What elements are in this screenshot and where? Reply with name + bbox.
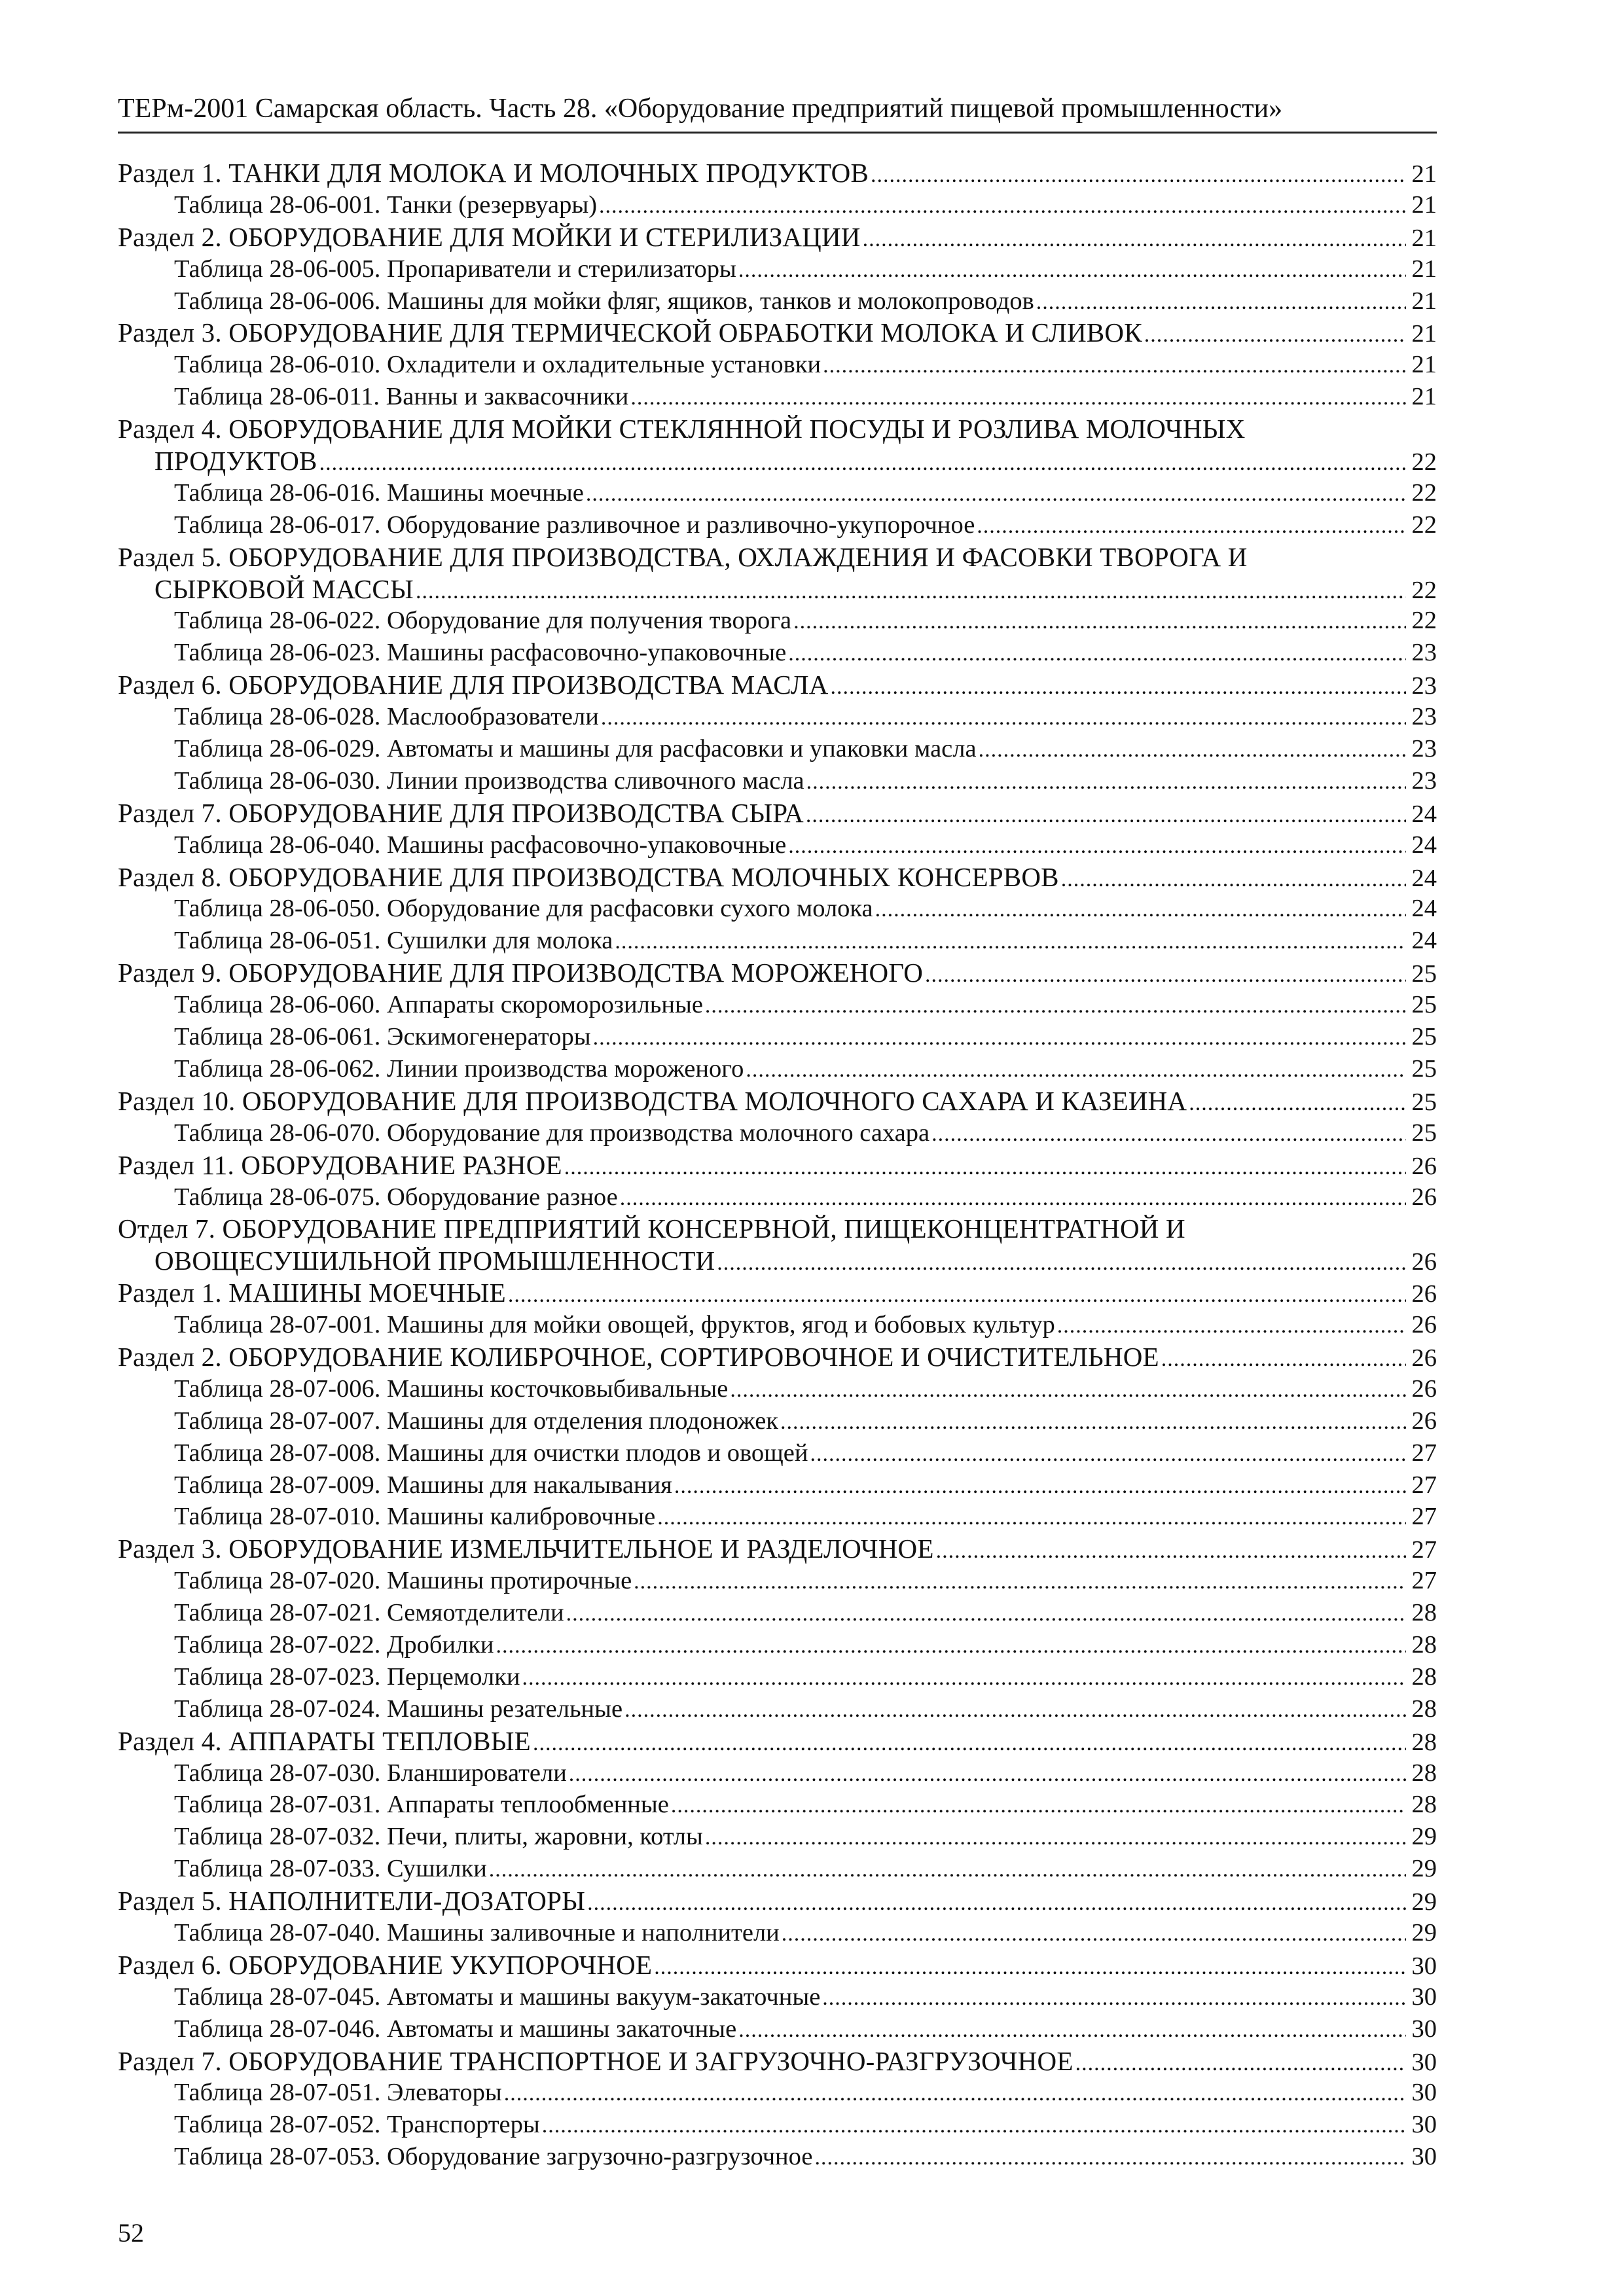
toc-entry-page: 29	[1411, 1855, 1437, 1883]
dot-leader	[822, 1982, 1406, 2015]
toc-entry-title: СЫРКОВОЙ МАССЫ	[154, 573, 414, 604]
toc-entry-table[interactable]	[118, 2013, 1437, 2045]
toc-entry-page: 25	[1411, 1088, 1437, 1116]
toc-entry-page: 28	[1411, 1662, 1437, 1691]
toc-entry-table[interactable]	[118, 1981, 1437, 2013]
toc-entry-title: Раздел 7. ОБОРУДОВАНИЕ ДЛЯ ПРОИЗВОДСТВА СЫРА	[118, 797, 804, 828]
dot-leader	[730, 1374, 1406, 1407]
toc-entry-page: 23	[1411, 703, 1437, 731]
toc-entry-section[interactable]	[118, 317, 1437, 349]
toc-entry-section[interactable]	[118, 861, 1437, 893]
dot-leader	[508, 1280, 1406, 1312]
dot-leader	[319, 448, 1406, 480]
toc-entry-title: Таблица 28-06-051. Сушилки для молока	[174, 927, 613, 955]
dot-leader	[601, 702, 1406, 734]
toc-entry-section[interactable]	[118, 573, 1437, 605]
dot-leader	[657, 1502, 1406, 1534]
toc-entry-page: 24	[1411, 831, 1437, 859]
toc-entry-section[interactable]	[118, 1149, 1437, 1181]
toc-entry-section[interactable]	[118, 445, 1437, 477]
dot-leader	[831, 672, 1406, 704]
toc-entry-title: Раздел 8. ОБОРУДОВАНИЕ ДЛЯ ПРОИЗВОДСТВА МОЛОЧНЫХ КОНСЕРВОВ	[118, 861, 1059, 892]
dot-leader	[1061, 864, 1406, 896]
toc-entry-title: Таблица 28-06-005. Пропариватели и стерилизаторы	[174, 255, 736, 283]
toc-entry-title: Таблица 28-07-051. Элеваторы	[174, 2079, 502, 2107]
toc-entry-section[interactable]	[118, 1885, 1437, 1917]
toc-entry-table[interactable]	[118, 1597, 1437, 1629]
dot-leader	[810, 1439, 1407, 1471]
toc-entry-table[interactable]	[118, 1917, 1437, 1949]
running-header: ТЕРм-2001 Самарская область. Часть 28. «Оборудование предприятий пищевой промышленности»	[118, 94, 1283, 124]
dot-leader	[925, 960, 1406, 992]
dot-leader	[504, 2078, 1406, 2110]
toc-entry-page: 25	[1411, 991, 1437, 1019]
dot-leader	[1036, 287, 1406, 319]
toc-entry-title: Раздел 1. ТАНКИ ДЛЯ МОЛОКА И МОЛОЧНЫХ ПРОДУКТОВ	[118, 158, 869, 188]
toc-entry-page: 26	[1411, 1311, 1437, 1339]
dot-leader	[496, 1630, 1406, 1662]
toc-entry-title: Раздел 3. ОБОРУДОВАНИЕ ИЗМЕЛЬЧИТЕЛЬНОЕ И РАЗДЕЛОЧНОЕ	[118, 1534, 934, 1564]
page-number: 52	[118, 2218, 144, 2248]
toc-entry-table[interactable]	[118, 1853, 1437, 1885]
toc-entry-title: Таблица 28-07-032. Печи, плиты, жаровни, котлы	[174, 1823, 703, 1851]
toc-entry-title: Таблица 28-06-040. Машины расфасовочно-упаковочные	[174, 831, 787, 859]
toc-entry-page: 27	[1411, 1471, 1437, 1499]
toc-entry-table[interactable]	[118, 1661, 1437, 1693]
dot-leader	[814, 2142, 1406, 2174]
toc-entry-title: Таблица 28-07-022. Дробилки	[174, 1630, 494, 1659]
toc-entry-page: 23	[1411, 766, 1437, 795]
toc-entry-page: 29	[1411, 1888, 1437, 1916]
toc-entry-title: Таблица 28-06-001. Танки (резервуары)	[174, 190, 598, 219]
dot-leader	[788, 638, 1406, 670]
toc-entry-table[interactable]	[118, 925, 1437, 957]
toc-entry-table[interactable]	[118, 1693, 1437, 1725]
toc-entry-table[interactable]	[118, 829, 1437, 861]
dot-leader	[931, 1119, 1406, 1151]
toc-entry-page: 22	[1411, 478, 1437, 507]
toc-entry-page: 22	[1411, 448, 1437, 476]
toc-entry-page: 24	[1411, 927, 1437, 955]
dot-leader	[654, 1952, 1406, 1984]
toc-entry-table[interactable]	[118, 637, 1437, 669]
toc-entry-section[interactable]	[118, 1277, 1437, 1309]
toc-entry-title: Таблица 28-06-062. Линии производства мороженого	[174, 1054, 744, 1083]
toc-entry-title: Таблица 28-07-053. Оборудование загрузочно-разгрузочное	[174, 2143, 813, 2171]
toc-entry-page: 26	[1411, 1183, 1437, 1211]
dot-leader	[1161, 1344, 1406, 1376]
toc-entry-title: Отдел 7. ОБОРУДОВАНИЕ ПРЕДПРИЯТИЙ КОНСЕРВНОЙ, ПИЩЕКОНЦЕНТРАТНОЙ И	[118, 1213, 1185, 1244]
dot-leader	[1189, 1088, 1406, 1120]
toc-entry-page: 29	[1411, 1918, 1437, 1946]
toc-entry-table[interactable]	[118, 189, 1437, 221]
toc-entry-page: 22	[1411, 607, 1437, 635]
toc-entry-table[interactable]	[118, 349, 1437, 381]
toc-entry-page: 23	[1411, 639, 1437, 667]
toc-entry-title: Таблица 28-06-075. Оборудование разное	[174, 1183, 618, 1211]
toc-entry-title: Раздел 5. ОБОРУДОВАНИЕ ДЛЯ ПРОИЗВОДСТВА, ОХЛАЖДЕНИЯ И ФАСОВКИ ТВОРОГА И	[118, 541, 1248, 572]
dot-leader	[599, 190, 1406, 223]
toc-entry-section[interactable]	[118, 1949, 1437, 1981]
toc-entry-title: Раздел 6. ОБОРУДОВАНИЕ УКУПОРОЧНОЕ	[118, 1949, 653, 1980]
toc-entry-title: Раздел 4. АППАРАТЫ ТЕПЛОВЫЕ	[118, 1725, 531, 1756]
toc-entry-title: Таблица 28-06-070. Оборудование для производства молочного сахара	[174, 1119, 930, 1147]
toc-entry-title: Таблица 28-07-024. Машины резательные	[174, 1695, 623, 1723]
toc-entry-title: Раздел 2. ОБОРУДОВАНИЕ ДЛЯ МОЙКИ И СТЕРИЛИЗАЦИИ	[118, 221, 861, 252]
toc-entry-title: Таблица 28-06-011. Ванны и заквасочники	[174, 383, 629, 411]
toc-entry-page: 23	[1411, 735, 1437, 763]
dot-leader	[1144, 319, 1406, 351]
toc-entry-table[interactable]	[118, 1629, 1437, 1661]
dot-leader	[823, 350, 1406, 382]
toc-entry-title: Таблица 28-07-033. Сушилки	[174, 1855, 487, 1883]
toc-entry-page: 25	[1411, 1023, 1437, 1051]
toc-entry-table[interactable]	[118, 1309, 1437, 1341]
toc-entry-section[interactable]	[118, 221, 1437, 253]
toc-entry-title: Таблица 28-07-008. Машины для очистки плодов и овощей	[174, 1439, 808, 1467]
toc-entry-title: Таблица 28-07-006. Машины косточковыбивальные	[174, 1374, 729, 1403]
toc-entry-title: Таблица 28-06-023. Машины расфасовочно-упаковочные	[174, 639, 787, 667]
toc-entry-page: 30	[1411, 2111, 1437, 2139]
toc-entry-table[interactable]	[118, 701, 1437, 733]
toc-entry-title: Таблица 28-06-006. Машины для мойки фляг, ящиков, танков и молокопроводов	[174, 287, 1034, 315]
toc-entry-table[interactable]	[118, 1469, 1437, 1501]
toc-entry-page: 27	[1411, 1536, 1437, 1564]
toc-entry-title: Раздел 6. ОБОРУДОВАНИЕ ДЛЯ ПРОИЗВОДСТВА МАСЛА	[118, 670, 829, 700]
toc-entry-title: Таблица 28-06-017. Оборудование разливочное и разливочно-укупорочное	[174, 511, 975, 539]
toc-entry-title: Таблица 28-07-046. Автоматы и машины закаточные	[174, 2015, 737, 2043]
toc-entry-title: Таблица 28-07-052. Транспортеры	[174, 2111, 540, 2139]
toc-entry-title: Раздел 4. ОБОРУДОВАНИЕ ДЛЯ МОЙКИ СТЕКЛЯННОЙ ПОСУДЫ И РОЗЛИВА МОЛОЧНЫХ	[118, 414, 1246, 444]
toc-entry-table[interactable]	[118, 477, 1437, 509]
toc-entry-page: 28	[1411, 1630, 1437, 1659]
dot-leader	[674, 1471, 1406, 1503]
toc-entry-table[interactable]	[118, 893, 1437, 925]
toc-entry-page: 27	[1411, 1567, 1437, 1595]
dot-leader	[977, 511, 1406, 543]
dot-leader	[624, 1695, 1406, 1727]
toc-entry-page: 21	[1411, 320, 1437, 348]
toc-entry-title: Таблица 28-07-020. Машины протирочные	[174, 1567, 632, 1595]
dot-leader	[738, 2015, 1406, 2047]
toc-entry-section[interactable]	[118, 1245, 1437, 1277]
toc-entry-section[interactable]	[118, 157, 1437, 189]
toc-entry-table[interactable]	[118, 381, 1437, 413]
dot-leader	[566, 1598, 1406, 1630]
toc-entry-title: ПРОДУКТОВ	[154, 446, 317, 476]
table-of-contents	[118, 157, 1437, 2173]
dot-leader	[1057, 1310, 1406, 1342]
toc-entry-title: Таблица 28-06-030. Линии производства сливочного масла	[174, 766, 804, 795]
toc-entry-page: 28	[1411, 1759, 1437, 1787]
toc-entry-page: 21	[1411, 224, 1437, 252]
dot-leader	[569, 1759, 1406, 1791]
dot-leader	[871, 160, 1406, 192]
dot-leader	[542, 2110, 1406, 2142]
toc-entry-title: Таблица 28-07-045. Автоматы и машины вакуум-закаточные	[174, 1982, 821, 2011]
toc-entry-title: Таблица 28-07-009. Машины для накалывания	[174, 1471, 672, 1499]
toc-entry-page: 30	[1411, 1952, 1437, 1980]
dot-leader	[586, 478, 1406, 511]
toc-entry-page: 25	[1411, 960, 1437, 988]
toc-entry-section[interactable]	[118, 957, 1437, 989]
dot-leader	[780, 1407, 1406, 1439]
toc-entry-title: Таблица 28-06-010. Охладители и охладительные установки	[174, 351, 821, 379]
toc-entry-page: 22	[1411, 511, 1437, 539]
toc-entry-table[interactable]	[118, 765, 1437, 797]
dot-leader	[979, 734, 1406, 766]
toc-entry-table[interactable]	[118, 1181, 1437, 1213]
toc-entry-page: 27	[1411, 1439, 1437, 1467]
toc-entry-table[interactable]	[118, 989, 1437, 1021]
toc-entry-title: Таблица 28-06-060. Аппараты скороморозильные	[174, 991, 703, 1019]
toc-entry-title: Раздел 3. ОБОРУДОВАНИЕ ДЛЯ ТЕРМИЧЕСКОЙ ОБРАБОТКИ МОЛОКА И СЛИВОК	[118, 317, 1142, 348]
toc-entry-section[interactable]	[118, 797, 1437, 829]
toc-entry-title: Раздел 11. ОБОРУДОВАНИЕ РАЗНОЕ	[118, 1149, 562, 1180]
dot-leader	[564, 1152, 1406, 1184]
header-rule	[118, 132, 1437, 134]
dot-leader	[806, 766, 1406, 798]
toc-entry-table[interactable]	[118, 1117, 1437, 1149]
dot-leader	[671, 1790, 1406, 1822]
toc-entry-page: 30	[1411, 2015, 1437, 2043]
dot-leader	[705, 1822, 1406, 1854]
dot-leader	[738, 255, 1406, 287]
toc-entry-table[interactable]	[118, 509, 1437, 541]
dot-leader	[717, 1247, 1406, 1280]
toc-entry-page: 23	[1411, 672, 1437, 700]
toc-entry-table[interactable]	[118, 1405, 1437, 1437]
dot-leader	[522, 1662, 1406, 1695]
toc-entry-page: 30	[1411, 2048, 1437, 2076]
toc-entry-table[interactable]	[118, 1821, 1437, 1853]
dot-leader	[806, 800, 1406, 832]
toc-entry-page: 26	[1411, 1407, 1437, 1435]
toc-entry-page: 24	[1411, 800, 1437, 828]
toc-entry-page: 24	[1411, 864, 1437, 892]
toc-entry-title: Таблица 28-07-001. Машины для мойки овощей, фруктов, ягод и бобовых культур	[174, 1311, 1055, 1339]
toc-entry-title: Таблица 28-06-061. Эскимогенераторы	[174, 1023, 591, 1051]
toc-entry-page: 28	[1411, 1695, 1437, 1723]
toc-entry-table[interactable]	[118, 605, 1437, 637]
toc-entry-section[interactable]	[118, 1213, 1437, 1245]
toc-entry-title: ОВОЩЕСУШИЛЬНОЙ ПРОМЫШЛЕННОСТИ	[154, 1246, 715, 1276]
toc-entry-table[interactable]	[118, 2109, 1437, 2141]
dot-leader	[489, 1854, 1406, 1886]
toc-entry-title: Раздел 1. МАШИНЫ МОЕЧНЫЕ	[118, 1278, 506, 1308]
toc-entry-table[interactable]	[118, 1565, 1437, 1597]
toc-entry-title: Таблица 28-07-010. Машины калибровочные	[174, 1503, 656, 1531]
toc-entry-title: Таблица 28-06-029. Автоматы и машины для расфасовки и упаковки масла	[174, 735, 977, 763]
toc-entry-page: 22	[1411, 576, 1437, 604]
dot-leader	[1075, 2048, 1406, 2080]
dot-leader	[793, 606, 1406, 638]
dot-leader	[593, 1022, 1406, 1054]
toc-entry-section[interactable]	[118, 1725, 1437, 1757]
toc-entry-table[interactable]	[118, 2141, 1437, 2173]
dot-leader	[936, 1535, 1406, 1568]
dot-leader	[615, 926, 1406, 958]
toc-entry-section[interactable]	[118, 1341, 1437, 1373]
toc-entry-title: Таблица 28-07-023. Перцемолки	[174, 1662, 520, 1691]
toc-entry-page: 21	[1411, 351, 1437, 379]
toc-entry-title: Таблица 28-06-050. Оборудование для расфасовки сухого молока	[174, 895, 873, 923]
toc-entry-title: Раздел 7. ОБОРУДОВАНИЕ ТРАНСПОРТНОЕ И ЗАГРУЗОЧНО-РАЗГРУЗОЧНОЕ	[118, 2045, 1074, 2076]
toc-entry-page: 30	[1411, 1982, 1437, 2011]
toc-entry-page: 26	[1411, 1152, 1437, 1180]
toc-entry-title: Таблица 28-06-028. Маслообразователи	[174, 703, 599, 731]
toc-entry-table[interactable]	[118, 1373, 1437, 1405]
toc-entry-page: 25	[1411, 1054, 1437, 1083]
toc-entry-section[interactable]	[118, 669, 1437, 701]
toc-entry-table[interactable]	[118, 2077, 1437, 2109]
toc-entry-table[interactable]	[118, 253, 1437, 285]
toc-entry-table[interactable]	[118, 1021, 1437, 1053]
dot-leader	[416, 576, 1406, 608]
toc-entry-section[interactable]	[118, 541, 1437, 573]
dot-leader	[634, 1566, 1406, 1598]
toc-entry-page: 21	[1411, 383, 1437, 411]
toc-entry-page: 21	[1411, 190, 1437, 219]
toc-entry-page: 29	[1411, 1823, 1437, 1851]
toc-entry-page: 21	[1411, 255, 1437, 283]
toc-entry-title: Таблица 28-07-040. Машины заливочные и наполнители	[174, 1918, 780, 1946]
dot-leader	[630, 382, 1406, 414]
toc-entry-table[interactable]	[118, 1437, 1437, 1469]
toc-entry-title: Таблица 28-06-022. Оборудование для получения творога	[174, 607, 792, 635]
dot-leader	[587, 1888, 1406, 1920]
toc-entry-page: 28	[1411, 1791, 1437, 1819]
dot-leader	[746, 1054, 1406, 1086]
toc-entry-page: 28	[1411, 1599, 1437, 1627]
toc-entry-title: Таблица 28-07-030. Бланширователи	[174, 1759, 567, 1787]
toc-entry-table[interactable]	[118, 733, 1437, 765]
dot-leader	[863, 224, 1406, 256]
toc-entry-page: 21	[1411, 160, 1437, 188]
toc-entry-page: 25	[1411, 1119, 1437, 1147]
dot-leader	[620, 1183, 1406, 1215]
dot-leader	[705, 990, 1406, 1022]
toc-entry-table[interactable]	[118, 285, 1437, 317]
toc-entry-section[interactable]	[118, 2045, 1437, 2077]
toc-entry-page: 26	[1411, 1344, 1437, 1372]
toc-entry-page: 30	[1411, 2079, 1437, 2107]
dot-leader	[533, 1728, 1406, 1760]
toc-entry-title: Таблица 28-07-021. Семяотделители	[174, 1599, 564, 1627]
toc-entry-page: 26	[1411, 1374, 1437, 1403]
toc-entry-page: 26	[1411, 1280, 1437, 1308]
dot-leader	[875, 894, 1406, 926]
toc-entry-table[interactable]	[118, 1501, 1437, 1533]
toc-entry-title: Таблица 28-07-007. Машины для отделения плодоножек	[174, 1407, 779, 1435]
toc-entry-page: 21	[1411, 287, 1437, 315]
toc-entry-section[interactable]	[118, 1533, 1437, 1565]
toc-entry-table[interactable]	[118, 1789, 1437, 1821]
toc-entry-title: Раздел 2. ОБОРУДОВАНИЕ КОЛИБРОЧНОЕ, СОРТИРОВОЧНОЕ И ОЧИСТИТЕЛЬНОЕ	[118, 1341, 1159, 1372]
toc-entry-page: 24	[1411, 895, 1437, 923]
toc-entry-title: Раздел 9. ОБОРУДОВАНИЕ ДЛЯ ПРОИЗВОДСТВА МОРОЖЕНОГО	[118, 958, 924, 988]
toc-entry-table[interactable]	[118, 1757, 1437, 1789]
toc-entry-title: Раздел 5. НАПОЛНИТЕЛИ-ДОЗАТОРЫ	[118, 1886, 586, 1916]
toc-entry-title: Таблица 28-07-031. Аппараты теплообменные	[174, 1791, 669, 1819]
toc-entry-page: 30	[1411, 2143, 1437, 2171]
toc-entry-section[interactable]	[118, 1085, 1437, 1117]
toc-entry-page: 27	[1411, 1503, 1437, 1531]
toc-entry-page: 26	[1411, 1248, 1437, 1276]
toc-entry-page: 28	[1411, 1728, 1437, 1756]
dot-leader	[782, 1918, 1406, 1950]
toc-entry-table[interactable]	[118, 1053, 1437, 1085]
toc-entry-title: Раздел 10. ОБОРУДОВАНИЕ ДЛЯ ПРОИЗВОДСТВА МОЛОЧНОГО САХАРА И КАЗЕИНА	[118, 1085, 1187, 1116]
toc-entry-section[interactable]	[118, 413, 1437, 445]
dot-leader	[788, 831, 1406, 863]
toc-entry-title: Таблица 28-06-016. Машины моечные	[174, 478, 584, 507]
